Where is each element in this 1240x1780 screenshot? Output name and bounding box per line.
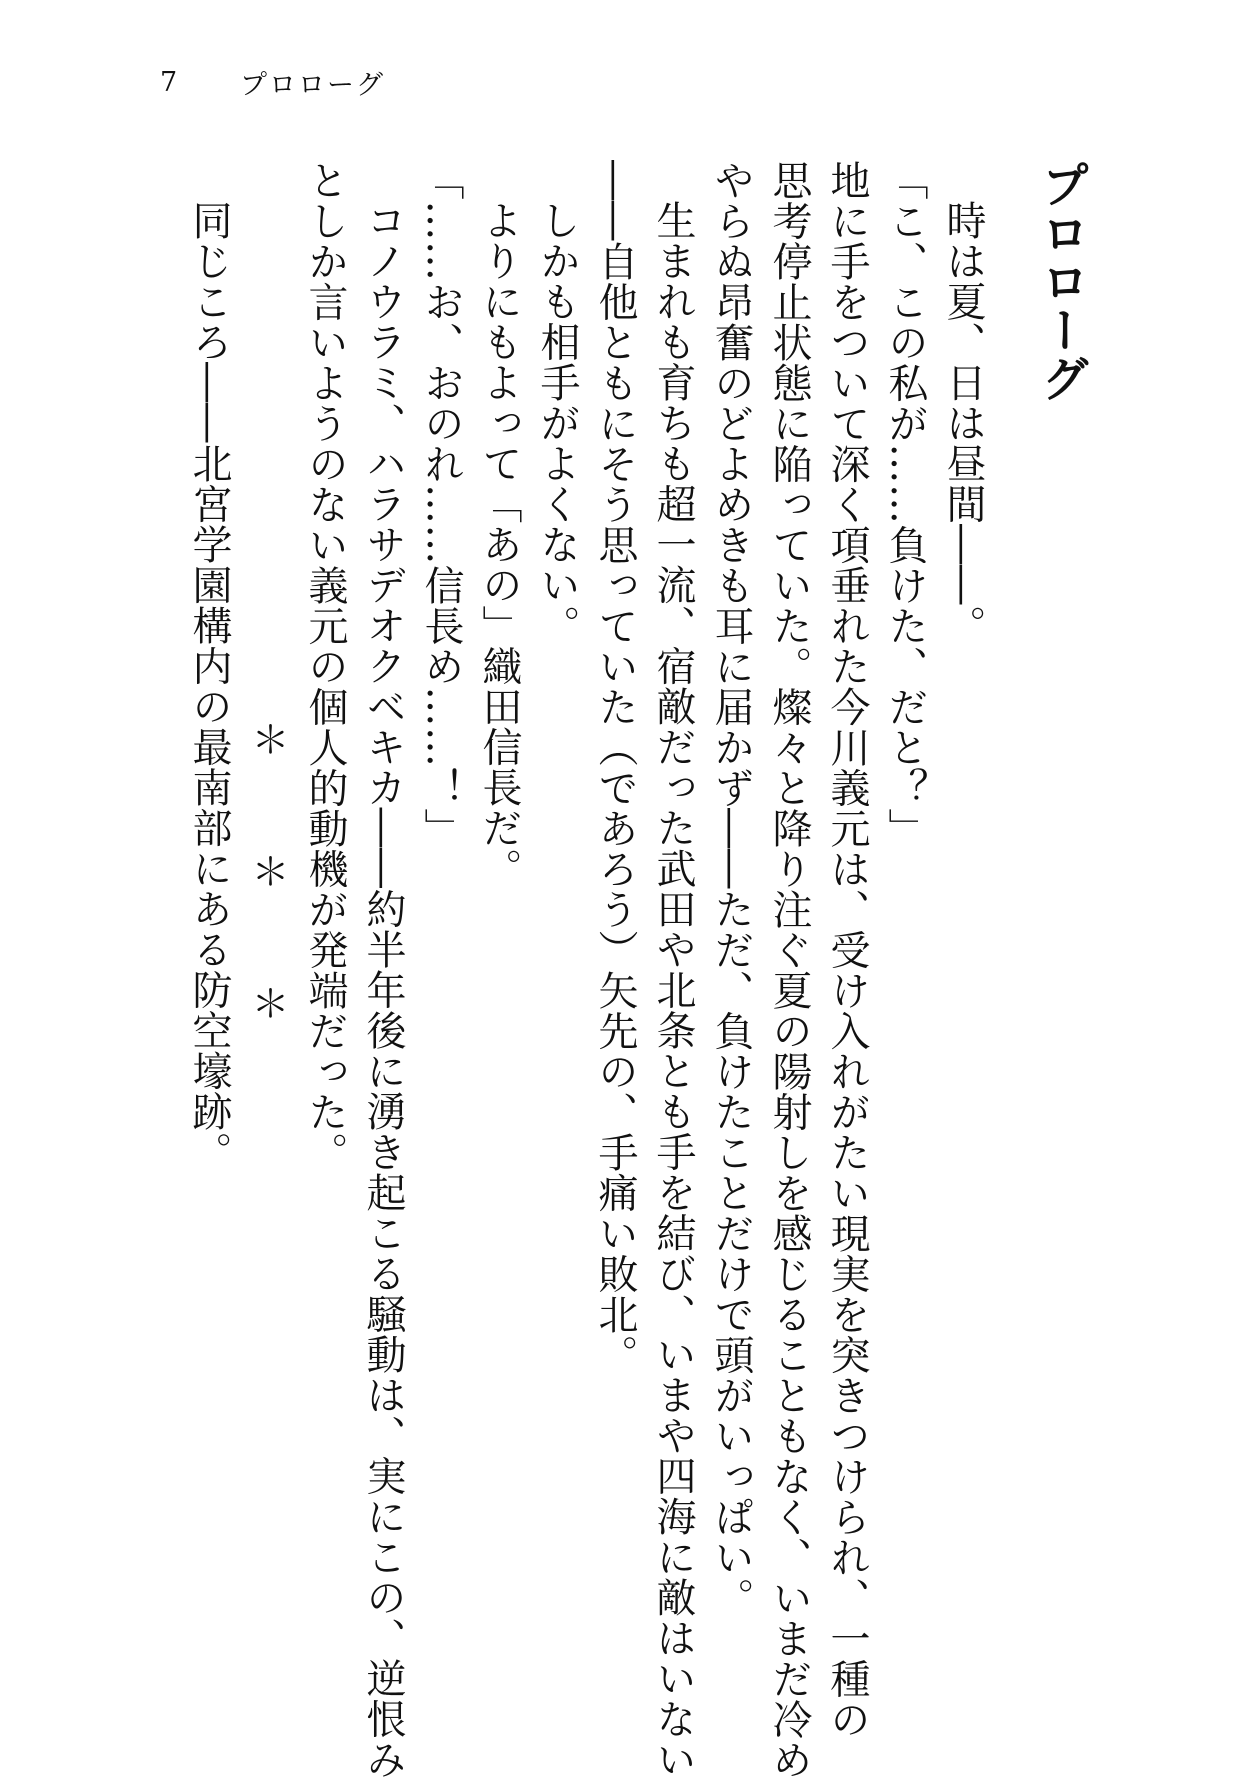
text-line: としか言いようのない義元の個人的動機が発端だった。: [302, 160, 348, 1173]
scene-separator: ＊ ＊ ＊: [245, 720, 289, 1050]
text-line: 生まれも育ちも超一流、宿敵だった武田や北条とも手を結び、いまや四海に敵はいない: [650, 200, 696, 1780]
text-line: ――自他ともにそう思っていた（であろう）矢先の、手痛い敗北。: [592, 160, 638, 1375]
chapter-title: プロローグ: [1033, 160, 1089, 403]
text-line: しかも相手がよくない。: [534, 200, 580, 646]
text-line: 「……お、おのれ……信長め……！」: [418, 160, 464, 849]
page-number: 7: [160, 66, 179, 98]
vertical-body-text: [180, 160, 1090, 1780]
text-line: 思考停止状態に陥っていた。燦々と降り注ぐ夏の陽射しを感じることもなく、いまだ冷め: [766, 160, 812, 1780]
text-line: 同じころ――北宮学園構内の最南部にある防空壕跡。: [186, 200, 232, 1172]
text-line: よりにもよって「あの」織田信長だ。: [476, 200, 522, 889]
text-line: コノウラミ、ハラサデオクベキカ――約半年後に湧き起こる騒動は、実にこの、逆恨み: [360, 200, 406, 1780]
text-line: 地に手をついて深く項垂れた今川義元は、受け入れがたい現実を突きつけられ、一種の: [824, 160, 870, 1740]
text-line: やらぬ昂奮のどよめきも耳に届かず――ただ、負けたことだけで頭がいっぱい。: [708, 160, 754, 1618]
text-line: 「こ、この私が……負けた、だと？」: [882, 160, 928, 849]
page-header: [160, 62, 385, 102]
running-title: プロローグ: [240, 69, 385, 101]
text-line: 時は夏、日は昼間――。: [940, 200, 986, 646]
